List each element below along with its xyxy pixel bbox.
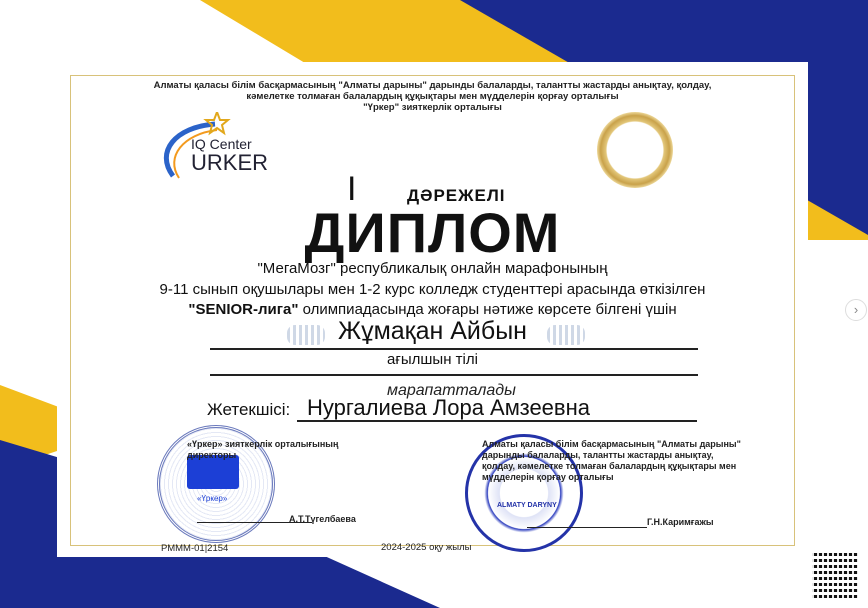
stamp-text: ALMATY DARYNY — [497, 502, 557, 509]
logo-text-1: IQ Center — [191, 136, 252, 152]
registration-number: РМММ-01|2154 — [161, 543, 229, 554]
diploma-title: ДИПЛОМ — [304, 201, 561, 264]
supervisor-name: Нургалиева Лора Амзеевна — [307, 395, 590, 420]
divider — [297, 420, 697, 422]
academic-year: 2024-2025 оқу жылы — [381, 542, 472, 553]
divider — [210, 374, 698, 376]
text-line-2: 9-11 сынып оқушылары мен 1-2 курс колледж студенттері арасында өткізілген — [159, 281, 706, 298]
left-signatory-name: А.Т.Түгелбаева — [289, 514, 356, 524]
header-line-2: кәмелетке толмаған балалардың құқықтары мен мүдделерін қорғау орталығы — [246, 91, 619, 102]
qr-code — [812, 552, 858, 598]
divider — [210, 348, 698, 350]
degree-number: I — [347, 170, 357, 208]
almaty-daryny-gold-seal — [597, 112, 673, 188]
awarded-text: марапатталады — [387, 382, 516, 399]
right-signatory-title: Алматы қаласы білім басқармасының "Алматы дарыны" дарынды балаларды, талантты жастарды анықтау, қолдау, кәмелетке толмаған балалардың құқықтары мен мүдделерін қорғау орталығы — [482, 439, 741, 482]
recipient-name: Жұмақан Айбын — [337, 317, 527, 345]
next-image-button[interactable]: › — [845, 299, 867, 321]
left-signatory-title: «Үркер» зияткерлік орталығының директоры — [187, 439, 339, 460]
league-name: "SENIOR-лига" — [188, 301, 299, 318]
logo-text-2: URKER — [191, 150, 269, 175]
subject: ағылшын тілі — [387, 351, 478, 368]
diploma-sheet — [57, 62, 808, 557]
text-line-3 — [57, 301, 808, 318]
signature-line — [527, 527, 647, 528]
text-line-3-rest: олимпиадасында жоғары нәтиже көрсете білгені үшін — [298, 301, 677, 318]
header-line-1: Алматы қаласы білім басқармасының "Алматы дарыны" дарынды балаларды, талантты жастарды анықтау, қолдау, — [153, 80, 712, 91]
degree-label: ДӘРЕЖЕЛІ — [407, 186, 506, 205]
supervisor-label: Жетекшісі: — [207, 400, 291, 419]
right-signatory-name: Г.Н.Каримғажы — [647, 517, 714, 527]
text-line-1: "МегаМозг" республикалық онлайн марафонының — [257, 260, 608, 277]
header-line-3: "Үркер" зияткерлік орталығы — [363, 102, 502, 113]
iq-center-logo — [155, 112, 269, 182]
stamp-text: «Үркер» — [197, 494, 228, 503]
